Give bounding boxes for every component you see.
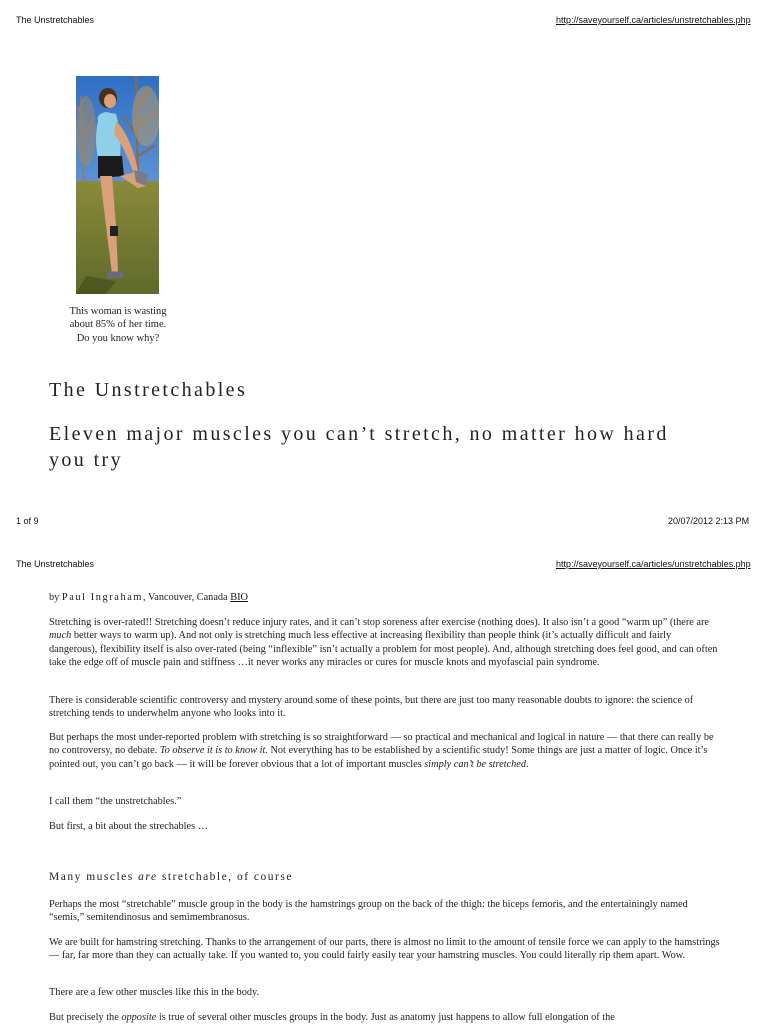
- page1-header-url-link[interactable]: http://saveyourself.ca/articles/unstretchables.php: [556, 15, 751, 25]
- paragraph-2: There is considerable scientific controversy and mystery around some of these points, but there are just too many reasonable doubts to ignore: the science of stretching tends to underwhelm anyone who looks into it.: [49, 695, 694, 720]
- paragraph-7: We are built for hamstring stretching. Thanks to the arrangement of our parts, there is almost no limit to the amount of tensile force we can apply to the hamstrings — far, far more than they can actually take. If you wanted to, you could fairly easily tear your hamstring muscles. You could literally rip them apart. Wow.: [49, 937, 720, 962]
- paragraph-9: But precisely the opposite is true of several other muscles groups in the body. Just as anatomy just happens to allow full elongation of the: [49, 1012, 615, 1023]
- byline-place: , Vancouver, Canada: [143, 592, 231, 603]
- page1-header-title: The Unstretchables: [16, 15, 95, 25]
- page1-page-number: 1 of 9: [16, 516, 39, 526]
- bio-link[interactable]: BIO: [230, 592, 248, 603]
- paragraph-4: I call them “the unstretchables.”: [49, 796, 182, 807]
- paragraph-6: Perhaps the most “stretchable” muscle group in the body is the hamstrings group on the back of the thigh: the biceps femoris, and the entertainingly named “semis,” semitendinosus and semimembranosus.: [49, 899, 688, 924]
- page2-header-url-link[interactable]: http://saveyourself.ca/articles/unstretchables.php: [556, 559, 751, 569]
- paragraph-5: But first, a bit about the strechables …: [49, 821, 208, 832]
- paragraph-3: But perhaps the most under-reported problem with stretching is so straightforward — so practical and mechanical and logical in nature — that there can really be no controversy, no debate. To observe it is to know it. Not everything has to be established by a scientific study! Some things are just a matter of logic. Once it’s pointed out, you can’t go back — it will be forever obvious that a lot of important muscles simply can’t be stretched.: [49, 732, 714, 770]
- paragraph-8: There are a few other muscles like this in the body.: [49, 987, 260, 998]
- byline-author: Paul Ingraham: [61, 592, 144, 603]
- section-heading: Many muscles are stretchable, of course: [49, 871, 293, 883]
- article-title: The Unstretchables: [49, 379, 248, 401]
- byline: [49, 592, 248, 603]
- page1-print-date: 20/07/2012 2:13 PM: [668, 516, 750, 526]
- woman-stretching-photo: [76, 76, 159, 294]
- paragraph-1: Stretching is over-rated!! Stretching doesn’t reduce injury rates, and it can’t stop soreness after exercise (nothing does). It also isn’t a good “warm up” (there are much better ways to warm up). And not only is stretching much less effective at increasing flexibility than people think (it’s actually difficult and fairly dangerous), flexibility itself is also over-rated (being “inflexible” isn’t actually a problem for most people). And, although stretching does feel good, and can often take the edge off of muscle pain and stiffness …it never works any miracles or cures for muscle knots and myofascial pain syndrome.: [49, 617, 718, 669]
- byline-prefix: by: [49, 592, 62, 603]
- page2-header-title: The Unstretchables: [16, 559, 95, 569]
- article-subtitle: Eleven major muscles you can’t stretch, no matter how hard you try: [49, 423, 669, 471]
- photo-caption: This woman is wasting about 85% of her time. Do you know why?: [69, 306, 167, 344]
